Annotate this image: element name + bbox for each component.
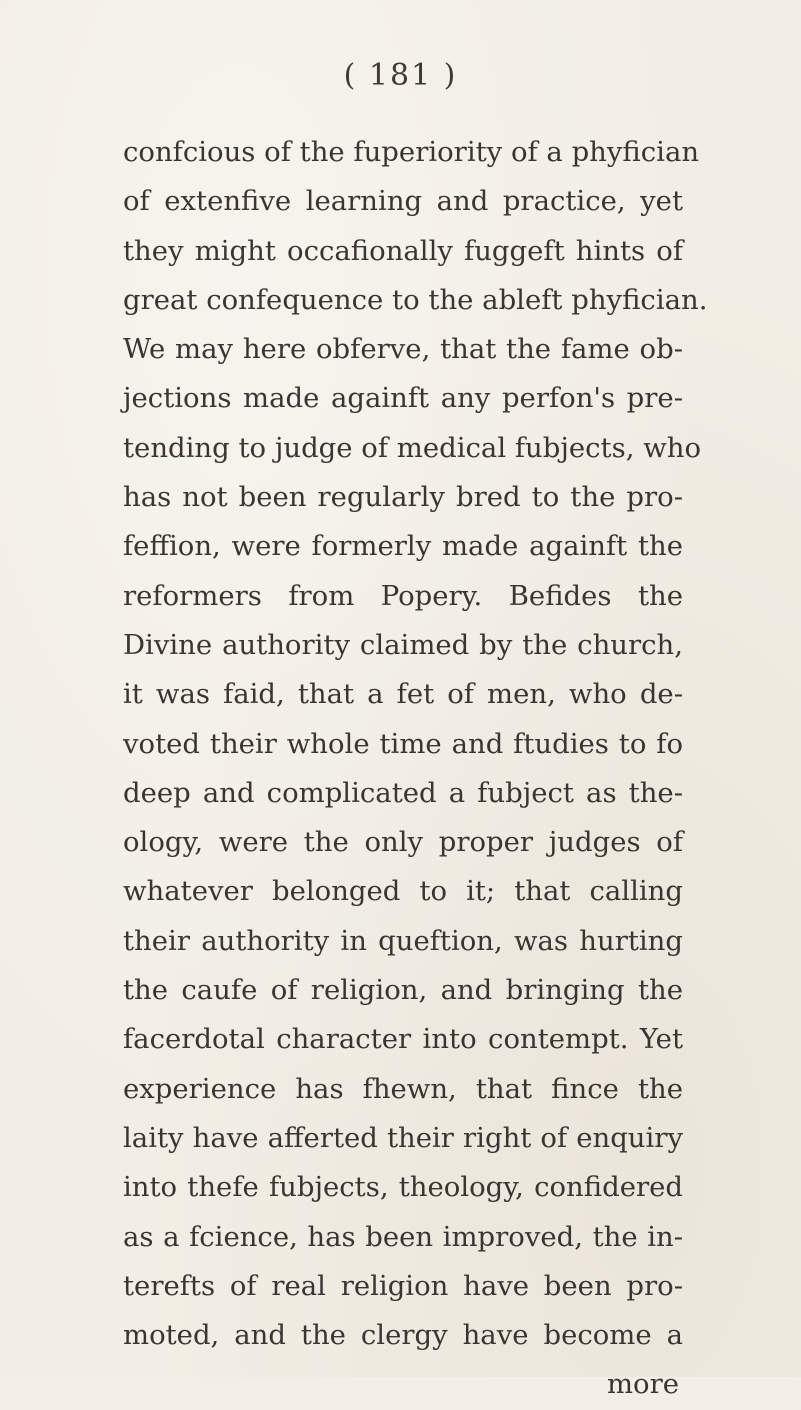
text-line: their authority in queftion, was hurting bbox=[123, 924, 683, 957]
text-line: they might occafionally fuggeft hints of bbox=[123, 234, 683, 267]
text-line: the caufe of religion, and bringing the bbox=[123, 974, 683, 1007]
text-line: great confequence to the ableft phyfician. bbox=[123, 283, 708, 316]
text-line: has not been regularly bred to the pro- bbox=[123, 481, 683, 514]
text-line: experience has fhewn, that fince the bbox=[123, 1072, 683, 1105]
text-line: tending to judge of medical fubjects, who bbox=[123, 431, 702, 464]
text-line: reformers from Popery. Befides the bbox=[123, 579, 683, 612]
text-line: it was faid, that a fet of men, who de- bbox=[123, 678, 683, 711]
text-line: moted, and the clergy have become a bbox=[123, 1319, 683, 1352]
text-line: jections made againft any perfon's pre- bbox=[123, 382, 683, 415]
text-line: deep and complicated a fubject as the- bbox=[123, 776, 683, 809]
text-line: Divine authority claimed by the church, bbox=[123, 628, 683, 661]
text-line: whatever belonged to it; that calling bbox=[123, 875, 683, 908]
text-line: into thefe fubjects, theology, confidered bbox=[123, 1171, 683, 1204]
text-line: voted their whole time and ftudies to fo bbox=[123, 727, 683, 760]
text-line: We may here obferve, that the fame ob- bbox=[123, 333, 683, 366]
text-line: ology, were the only proper judges of bbox=[123, 826, 683, 859]
body-text bbox=[123, 128, 708, 1410]
catchword: more bbox=[606, 1368, 679, 1401]
text-line: laity have afferted their right of enquiry bbox=[123, 1121, 683, 1154]
text-line: terefts of real religion have been pro- bbox=[123, 1269, 683, 1302]
text-line: of extenfive learning and practice, yet bbox=[123, 185, 683, 218]
page-number: ( 181 ) bbox=[343, 58, 458, 93]
text-line: confcious of the fuperiority of a phyfician bbox=[123, 136, 700, 168]
text-line: as a fcience, has been improved, the in- bbox=[123, 1220, 683, 1253]
text-line: feffion, were formerly made againft the bbox=[123, 530, 683, 563]
text-line: facerdotal character into contempt. Yet bbox=[123, 1023, 683, 1056]
